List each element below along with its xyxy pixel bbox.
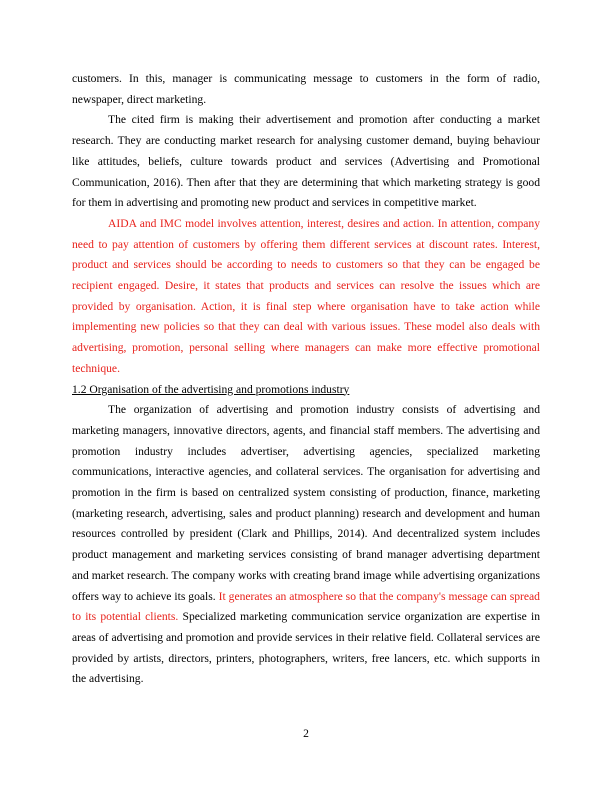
paragraph-text: The organization of advertising and promotion industry consists of advertising and marketing managers, innovative directors, agents, and financial staff members. The advertising and promotion industry includes advertiser, advertising agencies, specialized marketing communications, interactive agencies, and collateral services. The organisation for advertising and promotion in the firm is based on centralized system consisting of production, finance, marketing (marketing research, advertising, sales and product planning) research and development and human resources controlled by president (Clark and Phillips, 2014). And decentralized system includes product management and marketing services consisting of brand manager advertising department and market research. The company works with creating brand image while advertising organizations offers way to achieve its goals. (72, 403, 540, 603)
paragraph-continuation: customers. In this, manager is communicating message to customers in the form of radio, newspaper, direct marketing. (72, 72, 540, 106)
paragraph-aida-imc-model: AIDA and IMC model involves attention, interest, desires and action. In attention, company need to pay attention of customers by offering them different services at discount rates. Interest, product and services should be according to needs to customers so that they can be engaged be recipient engaged. Desire, it states that products and services can resolve the issues which are provided by organisation. Action, it is final step where organisation have to take action while implementing new policies so that they can deal with various issues. These model also deals with advertising, promotion, personal selling where managers can make more effective promotional technique. (72, 216, 540, 375)
paragraph-market-research: The cited firm is making their advertisement and promotion after conducting a market research. They are conducting market research for analysing customer demand, buying behaviour like attitudes, beliefs, culture towards product and services (Advertising and Promotional Communication, 2016). Then after that they are determining that which marketing strategy is good for them in advertising and promoting new product and services in competitive market. (72, 113, 540, 210)
paragraph-industry-organisation (72, 400, 540, 690)
section-heading: 1.2 Organisation of the advertising and promotions industry (72, 382, 350, 396)
document-body (72, 69, 540, 690)
paragraph-text-continued: Specialized marketing communication service organization are expertise in areas of advertising and promotion and provide services in their relative field. Collateral services are provided by artists, directors, printers, photographers, writers, free lancers, etc. which supports in the advertising. (72, 610, 540, 686)
highlighted-sentence: It generates an atmosphere so that the company's message can spread to its potential clients. (72, 589, 540, 624)
page-number: 2 (303, 727, 309, 740)
